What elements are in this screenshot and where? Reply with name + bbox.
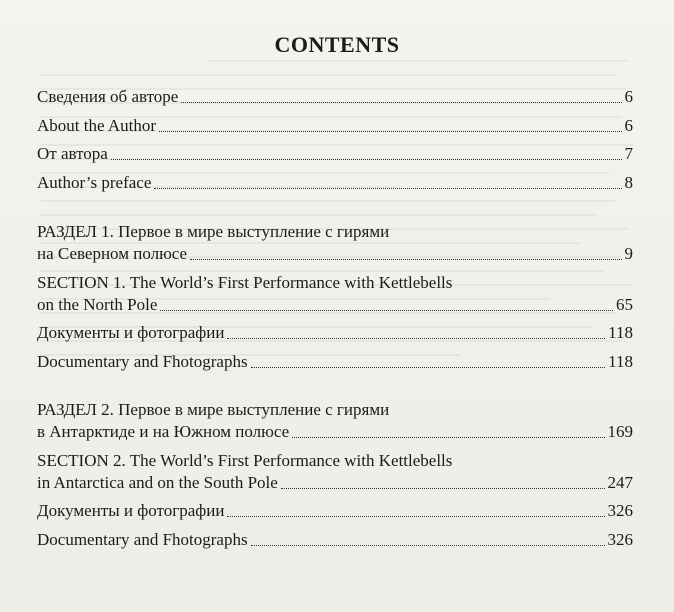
dot-leader	[251, 545, 605, 546]
toc-section-entry	[37, 221, 633, 265]
toc-page-number: 326	[607, 501, 633, 520]
toc-section-title-continued	[37, 421, 633, 443]
toc-entry	[37, 172, 633, 194]
toc-entry-title: на Северном полюсе	[37, 244, 188, 263]
toc-section-title-continued	[37, 294, 633, 316]
toc-section-title: РАЗДЕЛ 1. Первое в мире выступление с гирями	[37, 222, 390, 241]
dot-leader	[190, 259, 621, 260]
toc-section-title-continued	[37, 472, 633, 494]
toc-entry-title: Сведения об авторе	[37, 87, 179, 106]
toc-page-number: 118	[608, 323, 633, 342]
toc-entry-title: in Antarctica and on the South Pole	[37, 472, 278, 492]
toc-entry-title: Documentary and Fhotographs	[37, 351, 248, 371]
toc-section-title: SECTION 1. The World’s First Performance with Kettlebells	[37, 272, 453, 292]
dot-leader	[292, 437, 604, 438]
dot-leader	[111, 159, 622, 160]
page-title: CONTENTS	[274, 32, 400, 57]
dot-leader	[160, 310, 613, 311]
dot-leader	[154, 188, 621, 189]
toc-entry	[37, 143, 633, 165]
toc-entry	[37, 529, 633, 551]
toc-entry	[37, 500, 633, 522]
toc-entry-title: About the Author	[37, 115, 156, 135]
toc-page-number: 6	[624, 87, 633, 106]
toc-page-number: 6	[624, 115, 633, 135]
toc-entry-title: Документы и фотографии	[37, 323, 225, 342]
toc-entry-title: Документы и фотографии	[37, 501, 225, 520]
toc-page-number: 8	[624, 172, 633, 192]
table-of-contents	[37, 86, 633, 557]
toc-entry-title: on the North Pole	[37, 294, 158, 314]
toc-page-number: 247	[607, 472, 633, 492]
toc-entry	[37, 351, 633, 373]
dot-leader	[159, 131, 622, 132]
toc-entry-title: в Антарктиде и на Южном полюсе	[37, 422, 290, 441]
toc-section-title-continued	[37, 243, 633, 265]
dot-leader	[181, 102, 621, 103]
toc-entry	[37, 86, 633, 108]
toc-page-number: 9	[624, 244, 633, 263]
toc-entry	[37, 322, 633, 344]
toc-entry	[37, 115, 633, 137]
toc-section-title: SECTION 2. The World’s First Performance with Kettlebells	[37, 450, 453, 470]
toc-page-number: 169	[607, 422, 633, 441]
dot-leader	[251, 367, 606, 368]
dot-leader	[227, 338, 605, 339]
toc-page-number: 118	[608, 351, 633, 371]
toc-page-number: 65	[616, 294, 633, 314]
toc-page-number: 7	[624, 144, 633, 163]
toc-section-title: РАЗДЕЛ 2. Первое в мире выступление с гирями	[37, 400, 390, 419]
dot-leader	[227, 516, 604, 517]
dot-leader	[281, 488, 605, 489]
toc-section-entry	[37, 450, 633, 494]
toc-page-number: 326	[607, 529, 633, 549]
toc-section-entry	[37, 272, 633, 316]
toc-section-entry	[37, 399, 633, 443]
toc-entry-title: Documentary and Fhotographs	[37, 529, 248, 549]
toc-entry-title: От автора	[37, 144, 108, 163]
toc-entry-title: Author’s preface	[37, 172, 152, 192]
